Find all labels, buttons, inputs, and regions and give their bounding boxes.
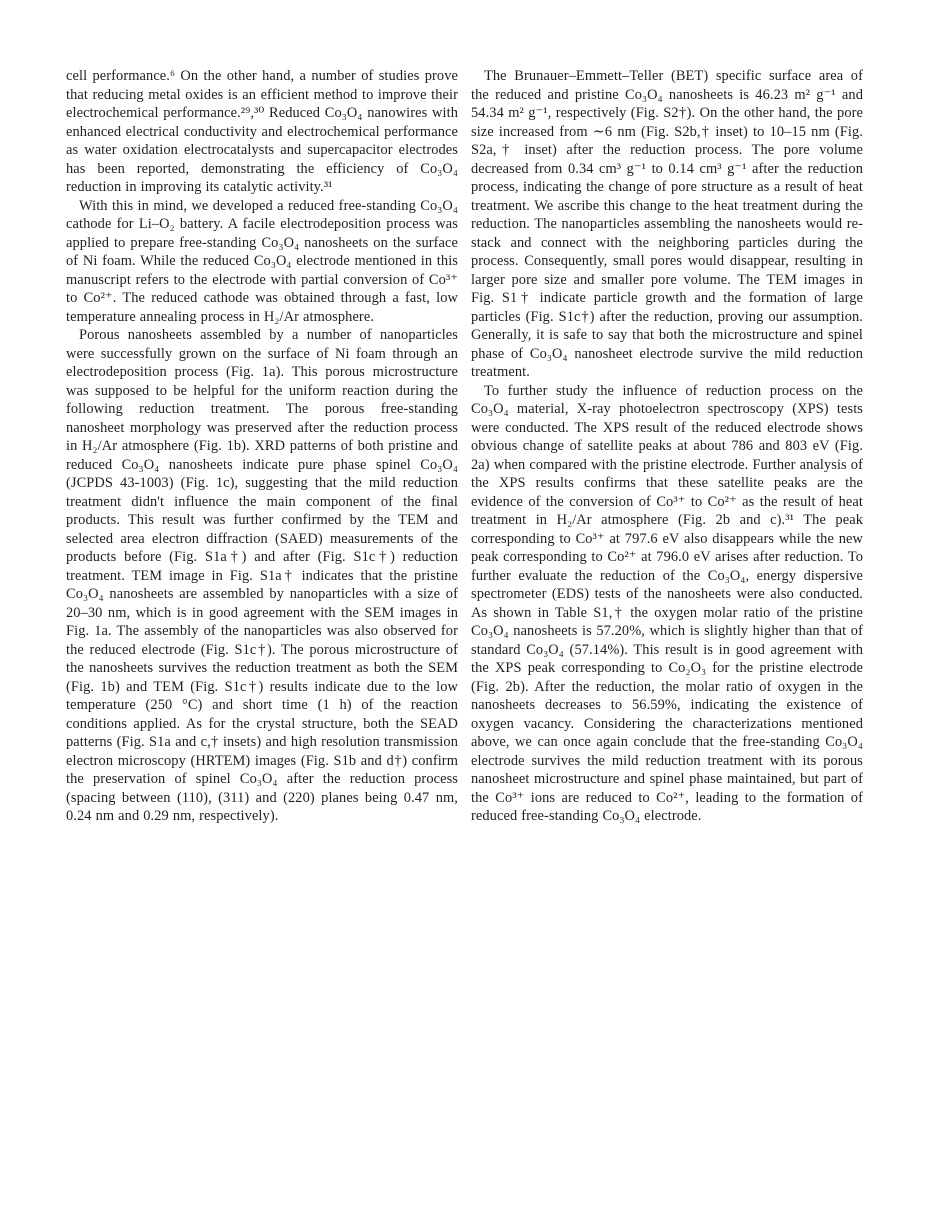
paragraph: To further study the influence of reduction process on the Co₃O₄ material, X-ray photoelectron spectroscopy (XPS) tests were conducted. The XPS result of the reduced electrode shows obvious change of satellite peaks at about 786 and 803 eV (Fig. 2a) when compared with the pristine electrode. Further analysis of the XPS results confirms that these satellite peaks are the evidence of the conversion of Co³⁺ to Co²⁺ as the result of heat treatment in H₂/Ar atmosphere (Fig. 2b and c).³¹ The peak corresponding to Co³⁺ at 797.6 eV also disappears while the new peak corresponding to Co²⁺ at 796.0 eV arises after reduction. To further evaluate the reduction of the Co₃O₄, energy dispersive spectrometer (EDS) tests of the nanosheets were also conducted. As shown in Table S1,† the oxygen molar ratio of the pristine Co₃O₄ nanosheets is 57.20%, which is slightly higher than that of standard Co₃O₄ (57.14%). This result is in good agreement with the XPS peak corresponding to Co₂O₃ for the pristine electrode (Fig. 2b). After the reduction, the molar ratio of oxygen in the nanosheets decreases to 56.59%, indicating the existence of oxygen vacancy. Considering the characterizations mentioned above, we can once again conclude that the free-standing Co₃O₄ electrode survives the mild reduction treatment with its porous nanosheet microstructure and spinel phase maintained, but part of the Co³⁺ ions are reduced to Co²⁺, leading to the formation of reduced free-standing Co₃O₄ electrode.: [471, 382, 863, 824]
left-column: [66, 67, 458, 826]
paragraph: cell performance.⁶ On the other hand, a number of studies prove that reducing metal oxides is an efficient method to improve their electrochemical performance.²⁹,³⁰ Reduced Co₃O₄ nanowires with enhanced electrical conductivity and electrochemical performance as water oxidation electrocatalysts and supercapacitor electrodes has been reported, demonstrating the efficiency of Co₃O₄ reduction in improving its catalytic activity.³¹: [66, 68, 458, 195]
paragraph: Porous nanosheets assembled by a number of nanoparticles were successfully grown on the surface of Ni foam through an electrodeposition process (Fig. 1a). This porous microstructure was supposed to be helpful for the uniform reaction during the following reduction treatment. The porous free-standing nanosheet morphology was preserved after the reduction process in H₂/Ar atmosphere (Fig. 1b). XRD patterns of both pristine and reduced Co₃O₄ nanosheets indicate pure phase spinel Co₃O₄ (JCPDS 43-1003) (Fig. 1c), suggesting that the mild reduction treatment didn't influence the main component of the final products. This result was further confirmed by the TEM and selected area electron diffraction (SAED) measurements of the products before (Fig. S1a†) and after (Fig. S1c†) reduction treatment. TEM image in Fig. S1a† indicates that the pristine Co₃O₄ nanosheets are assembled by nanoparticles with a size of 20–30 nm, which is in good agreement with the SEM images in Fig. 1a. The assembly of the nanoparticles was also observed for the reduced electrode (Fig. S1c†). The porous microstructure of the nanosheets survives the reduction treatment as both the SEM (Fig. 1b) and TEM (Fig. S1c†) results indicate due to the low temperature (250 °C) and short time (1 h) of the reaction conditions applied. As for the crystal structure, both the SEAD patterns (Fig. S1a and c,† insets) and high resolution transmission electron microscopy (HRTEM) images (Fig. S1b and d†) confirm the preservation of spinel Co₃O₄ after the reduction process (spacing between (110), (311) and (220) planes being 0.47 nm, 0.24 nm and 0.29 nm, respectively).: [66, 327, 458, 824]
two-column-text-block: [66, 67, 861, 826]
paragraph: With this in mind, we developed a reduced free-standing Co₃O₄ cathode for Li–O₂ battery. A facile electrodeposition process was applied to prepare free-standing Co₃O₄ nanosheets on the surface of Ni foam. While the reduced Co₃O₄ electrode mentioned in this manuscript refers to the electrode with partial conversion of Co³⁺ to Co²⁺. The reduced cathode was obtained through a fast, low temperature annealing process in H₂/Ar atmosphere.: [66, 197, 458, 325]
paragraph: The Brunauer–Emmett–Teller (BET) specific surface area of the reduced and pristine Co₃O₄ nanosheets is 46.23 m² g⁻¹ and 54.34 m² g⁻¹, respectively (Fig. S2†). On the other hand, the pore size increased from ∼6 nm (Fig. S2b,† inset) to 10–15 nm (Fig. S2a,† inset) after the reduction process. The pore volume decreased from 0.34 cm³ g⁻¹ to 0.14 cm³ g⁻¹ after the reduction process, indicating the change of pore structure as a result of heat treatment. We ascribe this change to the heat treatment during the reduction. The nanoparticles assembling the nanosheets would re-stack and connect with the neighboring particles during the process. Consequently, small pores would disappear, resulting in larger pore size and smaller pore volume. The TEM images in Fig. S1† indicate particle growth and the formation of large particles (Fig. S1c†) after the reduction, proving our assumption. Generally, it is safe to say that both the microstructure and spinel phase of Co₃O₄ nanosheet electrode survive the mild reduction treatment.: [471, 68, 863, 380]
right-column: [471, 67, 863, 826]
